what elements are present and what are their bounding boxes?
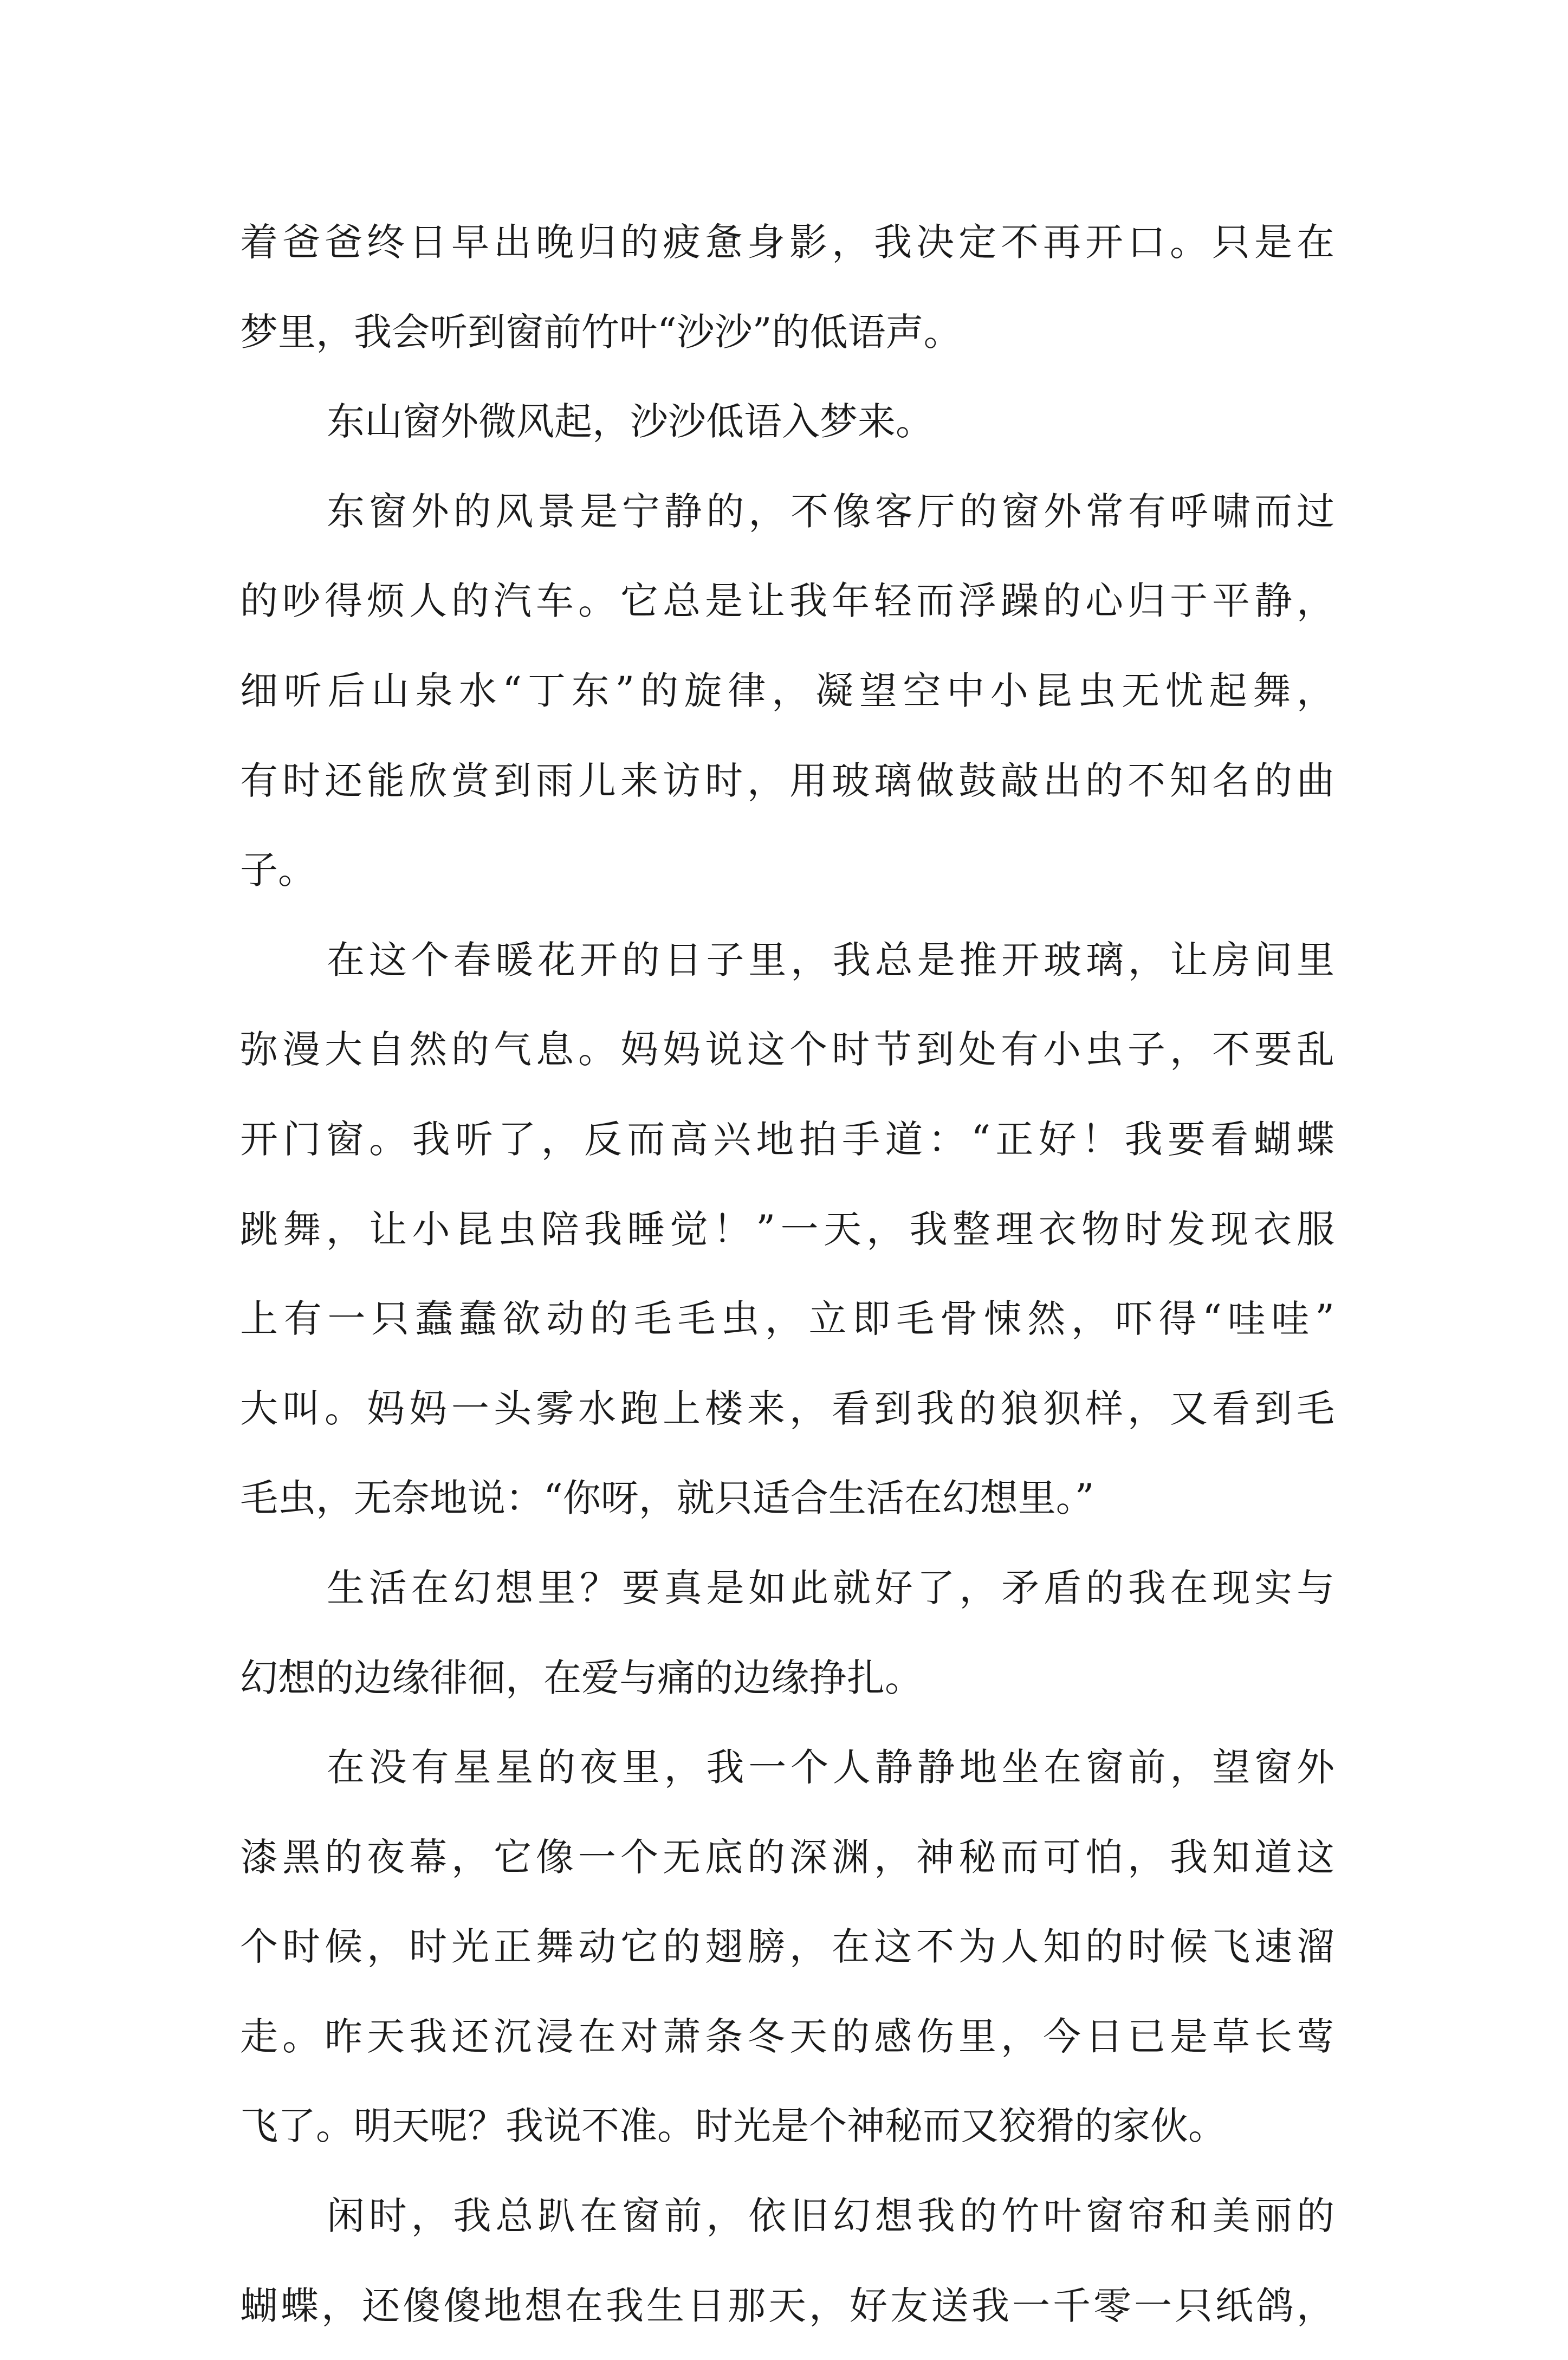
text-line: 开门窗。我听了，反而高兴地拍手道：“正好！我要看蝴蝶 [240,1117,1334,1162]
text-line: 漆黑的夜幕，它像一个无底的深渊，神秘而可怕，我知道这 [240,1834,1334,1879]
text-line: 大叫。妈妈一头雾水跑上楼来，看到我的狼狈样，又看到毛 [240,1386,1334,1431]
text-line: 子。 [240,848,316,893]
text-line: 在没有星星的夜里，我一个人静静地坐在窗前，望窗外 [327,1745,1334,1790]
text-line: 弥漫大自然的气息。妈妈说这个时节到处有小虫子，不要乱 [240,1027,1334,1072]
text-line: 细听后山泉水“丁东”的旋律，凝望空中小昆虫无忧起舞， [240,668,1334,713]
text-line: 个时候，时光正舞动它的翅膀，在这不为人知的时候飞速溜 [240,1924,1334,1969]
text-line: 上有一只蠢蠢欲动的毛毛虫，立即毛骨悚然，吓得“哇哇” [240,1296,1334,1341]
text-line: 幻想的边缘徘徊，在爱与痛的边缘挣扎。 [240,1655,923,1700]
text-line: 的吵得烦人的汽车。它总是让我年轻而浮躁的心归于平静， [240,579,1334,624]
text-line: 有时还能欣赏到雨儿来访时，用玻璃做鼓敲出的不知名的曲 [240,758,1334,803]
text-line: 在这个春暖花开的日子里，我总是推开玻璃，让房间里 [327,937,1334,982]
text-line: 梦里，我会听到窗前竹叶“沙沙”的低语声。 [240,309,962,354]
text-line: 生活在幻想里？要真是如此就好了，矛盾的我在现实与 [327,1565,1334,1610]
text-line: 东窗外的风景是宁静的，不像客厅的窗外常有呼啸而过 [327,489,1334,534]
text-line: 蝴蝶，还傻傻地想在我生日那天，好友送我一千零一只纸鸽， [240,2283,1334,2328]
text-line: 跳舞，让小昆虫陪我睡觉！”一天，我整理衣物时发现衣服 [240,1207,1334,1252]
text-line: 着爸爸终日早出晚归的疲惫身影，我决定不再开口。只是在 [240,220,1334,264]
text-line: 走。昨天我还沉浸在对萧条冬天的感伤里，今日已是草长莺 [240,2014,1334,2059]
document-body [240,207,1334,2360]
text-line: 闲时，我总趴在窗前，依旧幻想我的竹叶窗帘和美丽的 [327,2194,1334,2239]
text-line: 毛虫，无奈地说：“你呀，就只适合生活在幻想里。” [240,1476,1094,1521]
text-line: 飞了。明天呢？我说不准。时光是个神秘而又狡猾的家伙。 [240,2104,1226,2149]
text-line: 东山窗外微风起，沙沙低语入梦来。 [327,399,934,444]
